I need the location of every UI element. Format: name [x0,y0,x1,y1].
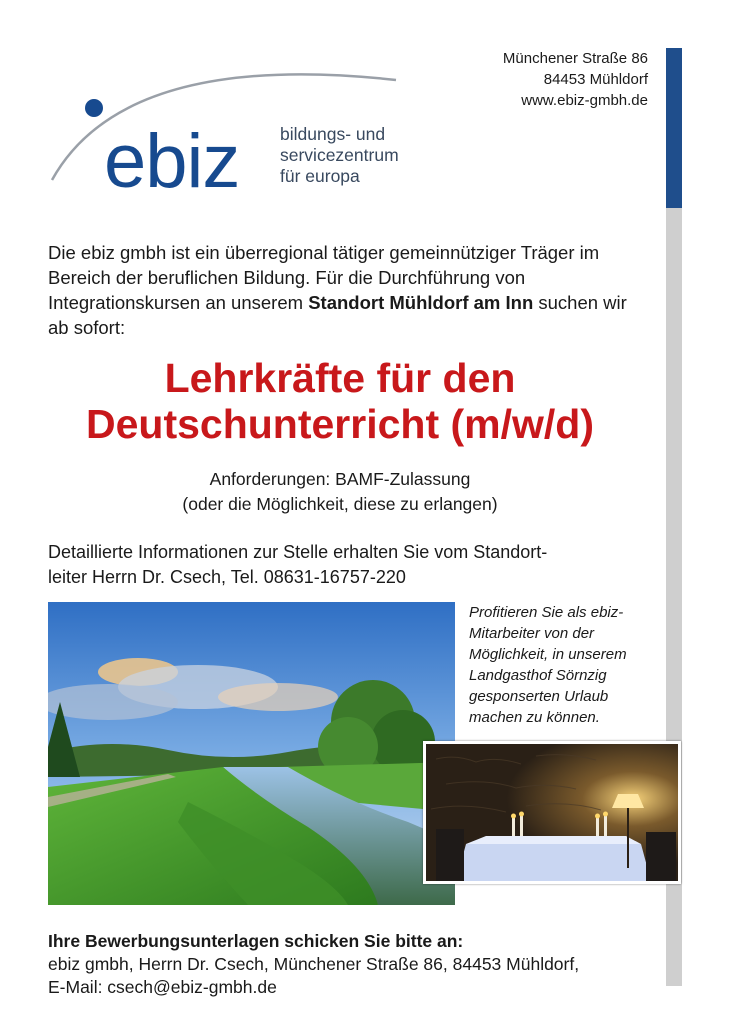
logo-wordmark: ebiz [104,119,240,204]
requirements [0,467,680,517]
note-line: Mitarbeiter von der [469,625,595,642]
footer-email-link[interactable]: E-Mail: csech@ebiz-gmbh.de [48,977,277,997]
note-line: gesponserten Urlaub [469,688,609,705]
footer-address: ebiz gmbh, Herrn Dr. Csech, Münchener Straße 86, 84453 Mühldorf, [48,954,580,974]
logo-tagline-line: servicezentrum [280,145,399,165]
job-headline [0,355,680,447]
intro-location: Standort Mühldorf am Inn [308,292,534,313]
note-line: Möglichkeit, in unserem [469,646,627,663]
logo-tagline-line: bildungs- und [280,124,386,144]
detail-line: Detaillierte Informationen zur Stelle erhalten Sie vom Standort- [48,542,548,562]
river-landscape-image [48,602,455,905]
note-line: machen zu können. [469,709,600,726]
river-landscape-photo [48,602,455,905]
contact-detail [48,540,648,590]
dining-room-photo [423,741,681,884]
footer-heading: Ihre Bewerbungsunterlagen schicken Sie bitte an: [48,931,464,951]
note-line: Profitieren Sie als ebiz- [469,604,624,621]
headline-line: Deutschunterricht (m/w/d) [86,401,594,447]
logo-tagline-line: für europa [280,166,360,186]
address-city: 84453 Mühldorf [543,71,648,88]
address-web-link[interactable]: www.ebiz-gmbh.de [521,92,648,109]
requirements-line: (oder die Möglichkeit, diese zu erlangen) [182,494,498,514]
logo-tagline [280,124,399,187]
requirements-line: Anforderungen: BAMF-Zulassung [209,469,471,489]
benefit-note [469,602,669,728]
intro-text-end: suchen wir ab sofort: [48,292,627,338]
application-footer [48,930,648,999]
intro-paragraph [48,240,638,340]
address-block [503,48,648,111]
address-street: Münchener Straße 86 [502,50,648,67]
ebiz-logo [44,40,414,204]
dining-room-image [426,744,678,881]
headline-line: Lehrkräfte für den [164,355,516,401]
sidebar-accent [666,48,682,208]
note-line: Landgasthof Sörnzig [469,667,607,684]
detail-line: leiter Herrn Dr. Csech, Tel. 08631-16757-220 [48,567,406,587]
intro-text: Die ebiz gmbh ist ein überregional tätiger gemeinnütziger Träger im Bereich der beruflichen Bildung. Für die Durchführung von Integrationskursen an unserem [48,242,600,313]
